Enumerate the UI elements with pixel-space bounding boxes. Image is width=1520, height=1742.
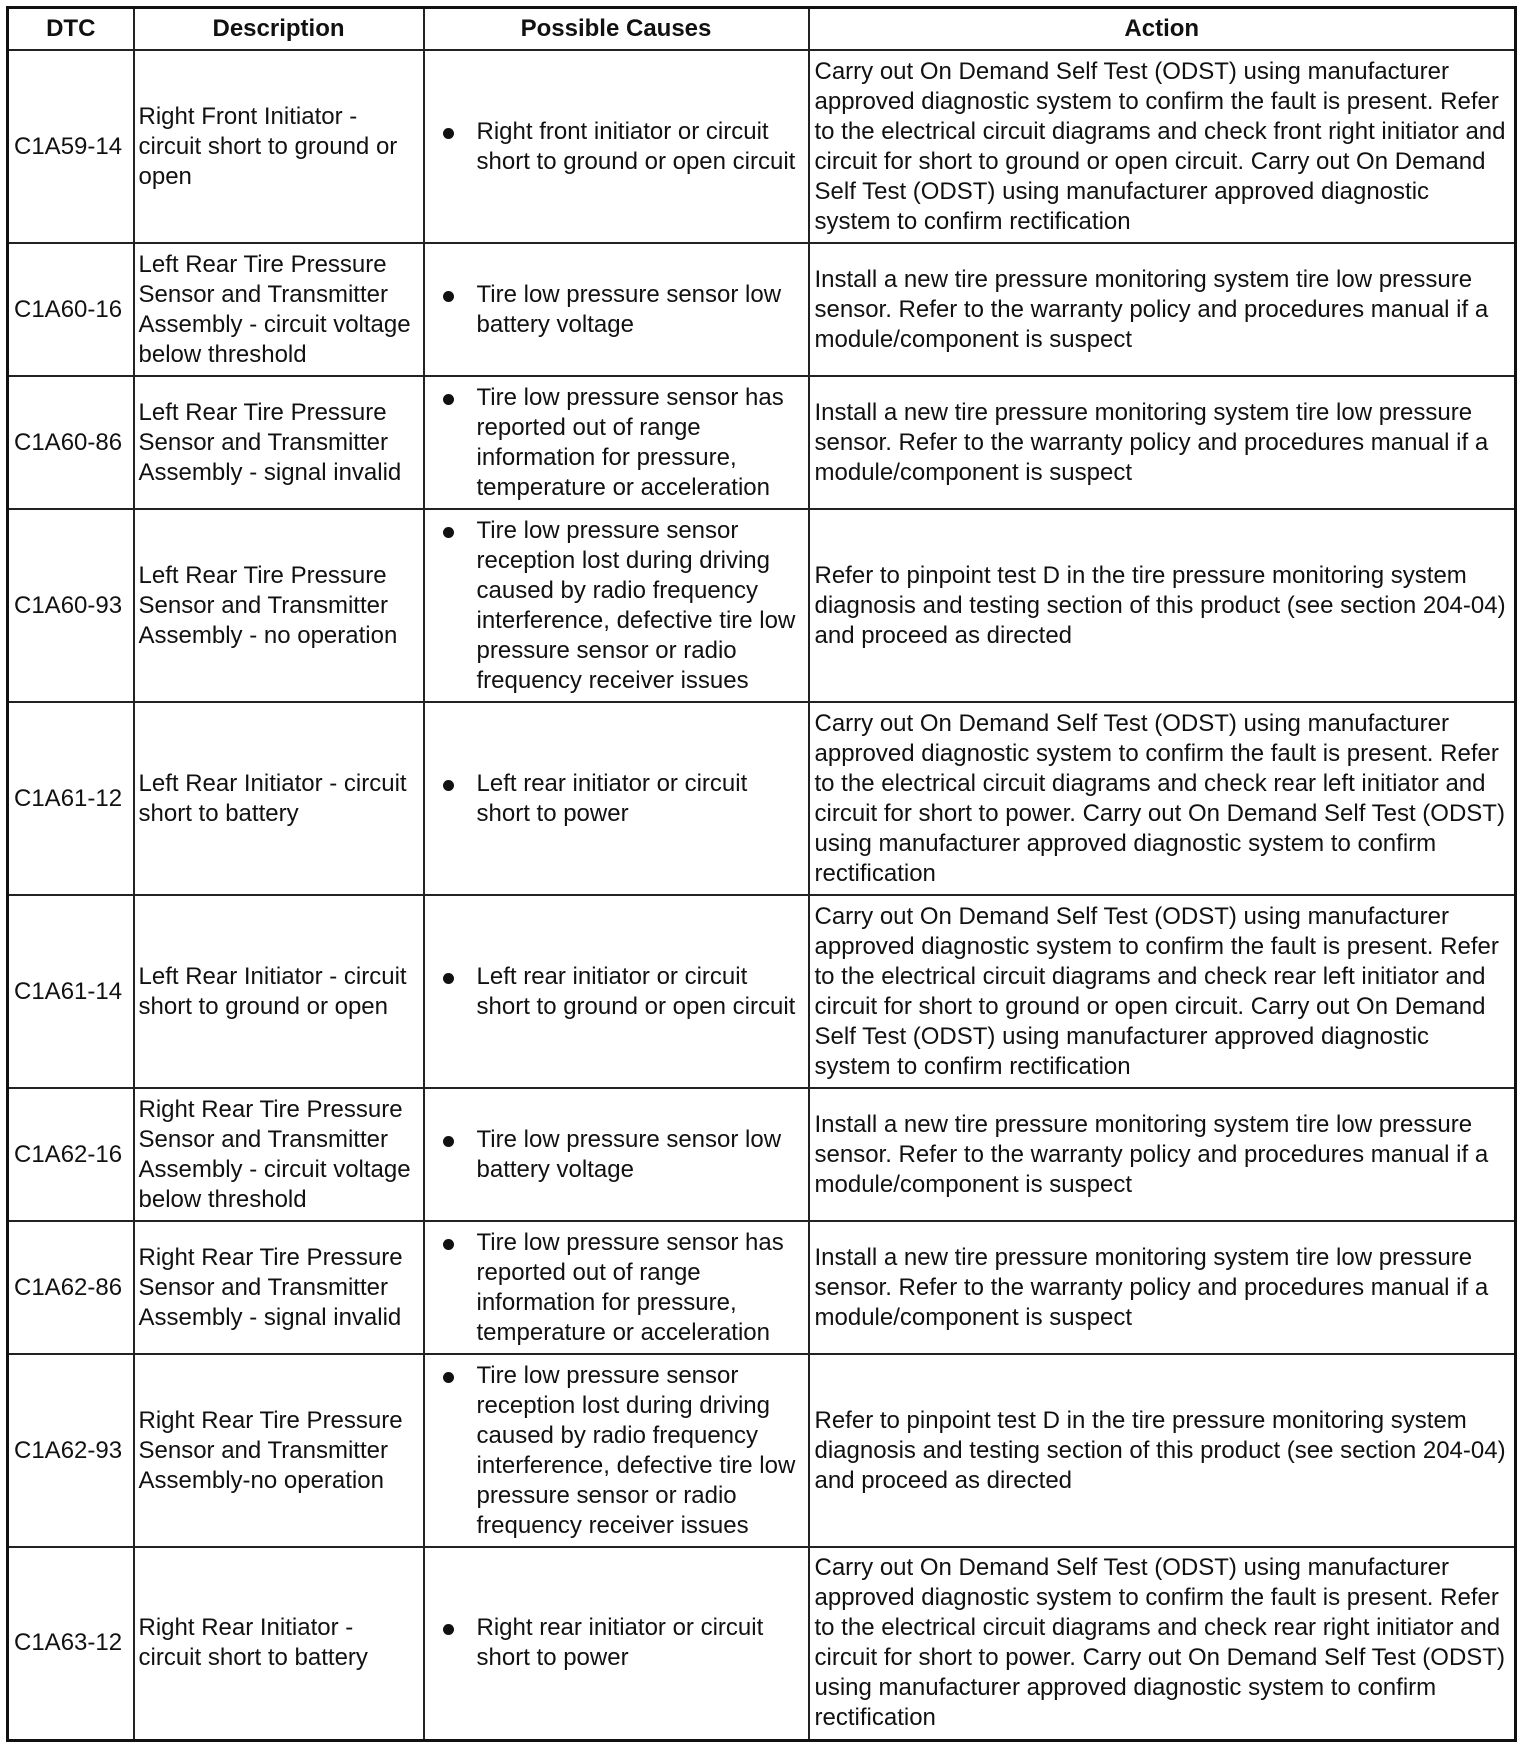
table-row xyxy=(8,702,1516,895)
description-cell: Left Rear Initiator - circuit short to battery xyxy=(134,702,424,895)
dtc-code: C1A61-12 xyxy=(8,702,134,895)
action-cell: Install a new tire pressure monitoring system tire low pressure sensor. Refer to the warranty policy and procedures manual if a module/component is suspect xyxy=(809,376,1516,509)
description-cell: Right Rear Tire Pressure Sensor and Transmitter Assembly - signal invalid xyxy=(134,1221,424,1354)
description-cell: Right Rear Initiator - circuit short to battery xyxy=(134,1547,424,1740)
bullet-icon xyxy=(443,1624,454,1635)
dtc-code: C1A62-86 xyxy=(8,1221,134,1354)
dtc-code: C1A62-16 xyxy=(8,1088,134,1221)
bullet-icon xyxy=(443,394,454,405)
cause-cell xyxy=(424,895,809,1088)
bullet-icon xyxy=(443,527,454,538)
dtc-code: C1A61-14 xyxy=(8,895,134,1088)
cause-cell xyxy=(424,376,809,509)
cause-text: Tire low pressure sensor reception lost during driving caused by radio frequency interference, defective tire low pressure sensor or radio frequency receiver issues xyxy=(476,516,796,694)
header-description: Description xyxy=(134,8,424,51)
description-cell: Left Rear Tire Pressure Sensor and Transmitter Assembly - no operation xyxy=(134,509,424,702)
cause-cell xyxy=(424,1354,809,1547)
table-row xyxy=(8,1354,1516,1547)
dtc-code: C1A59-14 xyxy=(8,50,134,243)
dtc-table xyxy=(6,6,1517,1742)
description-cell: Left Rear Tire Pressure Sensor and Transmitter Assembly - signal invalid xyxy=(134,376,424,509)
table-row xyxy=(8,509,1516,702)
bullet-icon xyxy=(443,291,454,302)
bullet-icon xyxy=(443,780,454,791)
cause-text: Tire low pressure sensor low battery voltage xyxy=(476,280,782,338)
cause-text: Right rear initiator or circuit short to power xyxy=(476,1614,764,1672)
cause-text: Left rear initiator or circuit short to power xyxy=(476,769,748,827)
header-action: Action xyxy=(809,8,1516,51)
action-cell: Install a new tire pressure monitoring system tire low pressure sensor. Refer to the warranty policy and procedures manual if a module/component is suspect xyxy=(809,1221,1516,1354)
description-cell: Right Rear Tire Pressure Sensor and Transmitter Assembly-no operation xyxy=(134,1354,424,1547)
cause-cell xyxy=(424,1547,809,1740)
dtc-code: C1A63-12 xyxy=(8,1547,134,1740)
action-cell: Carry out On Demand Self Test (ODST) using manufacturer approved diagnostic system to confirm the fault is present. Refer to the electrical circuit diagrams and check front right initiator and circuit for short to ground or open circuit. Carry out On Demand Self Test (ODST) using manufacturer approved diagnostic system to confirm rectification xyxy=(809,50,1516,243)
cause-text: Left rear initiator or circuit short to ground or open circuit xyxy=(476,962,796,1020)
cause-cell xyxy=(424,702,809,895)
action-cell: Carry out On Demand Self Test (ODST) using manufacturer approved diagnostic system to confirm the fault is present. Refer to the electrical circuit diagrams and check rear left initiator and circuit for short to power. Carry out On Demand Self Test (ODST) using manufacturer approved diagnostic system to confirm rectification xyxy=(809,702,1516,895)
header-possible-causes: Possible Causes xyxy=(424,8,809,51)
bullet-icon xyxy=(443,1372,454,1383)
cause-cell xyxy=(424,509,809,702)
dtc-code: C1A60-93 xyxy=(8,509,134,702)
table-row xyxy=(8,243,1516,376)
cause-text: Tire low pressure sensor reception lost during driving caused by radio frequency interference, defective tire low pressure sensor or radio frequency receiver issues xyxy=(476,1361,796,1539)
action-cell: Install a new tire pressure monitoring system tire low pressure sensor. Refer to the warranty policy and procedures manual if a module/component is suspect xyxy=(809,1088,1516,1221)
action-cell: Carry out On Demand Self Test (ODST) using manufacturer approved diagnostic system to confirm the fault is present. Refer to the electrical circuit diagrams and check rear left initiator and circuit for short to ground or open circuit. Carry out On Demand Self Test (ODST) using manufacturer approved diagnostic system to confirm rectification xyxy=(809,895,1516,1088)
cause-cell xyxy=(424,50,809,243)
cause-text: Tire low pressure sensor low battery voltage xyxy=(476,1125,782,1183)
dtc-code: C1A60-86 xyxy=(8,376,134,509)
cause-text: Right front initiator or circuit short to ground or open circuit xyxy=(476,117,796,175)
action-cell: Carry out On Demand Self Test (ODST) using manufacturer approved diagnostic system to confirm the fault is present. Refer to the electrical circuit diagrams and check rear right initiator and circuit for short to power. Carry out On Demand Self Test (ODST) using manufacturer approved diagnostic system to confirm rectification xyxy=(809,1547,1516,1740)
cause-cell xyxy=(424,1221,809,1354)
description-cell: Left Rear Tire Pressure Sensor and Transmitter Assembly - circuit voltage below threshold xyxy=(134,243,424,376)
bullet-icon xyxy=(443,1239,454,1250)
table-row xyxy=(8,1221,1516,1354)
cause-cell xyxy=(424,1088,809,1221)
bullet-icon xyxy=(443,973,454,984)
description-cell: Left Rear Initiator - circuit short to ground or open xyxy=(134,895,424,1088)
cause-text: Tire low pressure sensor has reported out of range information for pressure, temperature or acceleration xyxy=(476,383,784,501)
action-cell: Refer to pinpoint test D in the tire pressure monitoring system diagnosis and testing section of this product (see section 204-04) and proceed as directed xyxy=(809,509,1516,702)
table-row xyxy=(8,1088,1516,1221)
header-dtc: DTC xyxy=(8,8,134,51)
cause-text: Tire low pressure sensor has reported out of range information for pressure, temperature or acceleration xyxy=(476,1228,784,1346)
bullet-icon xyxy=(443,128,454,139)
bullet-icon xyxy=(443,1136,454,1147)
action-cell: Install a new tire pressure monitoring system tire low pressure sensor. Refer to the warranty policy and procedures manual if a module/component is suspect xyxy=(809,243,1516,376)
description-cell: Right Rear Tire Pressure Sensor and Transmitter Assembly - circuit voltage below threshold xyxy=(134,1088,424,1221)
cause-cell xyxy=(424,243,809,376)
description-cell: Right Front Initiator - circuit short to ground or open xyxy=(134,50,424,243)
table-row xyxy=(8,50,1516,243)
dtc-code: C1A60-16 xyxy=(8,243,134,376)
dtc-code: C1A62-93 xyxy=(8,1354,134,1547)
table-row xyxy=(8,376,1516,509)
action-cell: Refer to pinpoint test D in the tire pressure monitoring system diagnosis and testing section of this product (see section 204-04) and proceed as directed xyxy=(809,1354,1516,1547)
table-row xyxy=(8,895,1516,1088)
header-row xyxy=(8,8,1516,51)
table-row xyxy=(8,1547,1516,1740)
